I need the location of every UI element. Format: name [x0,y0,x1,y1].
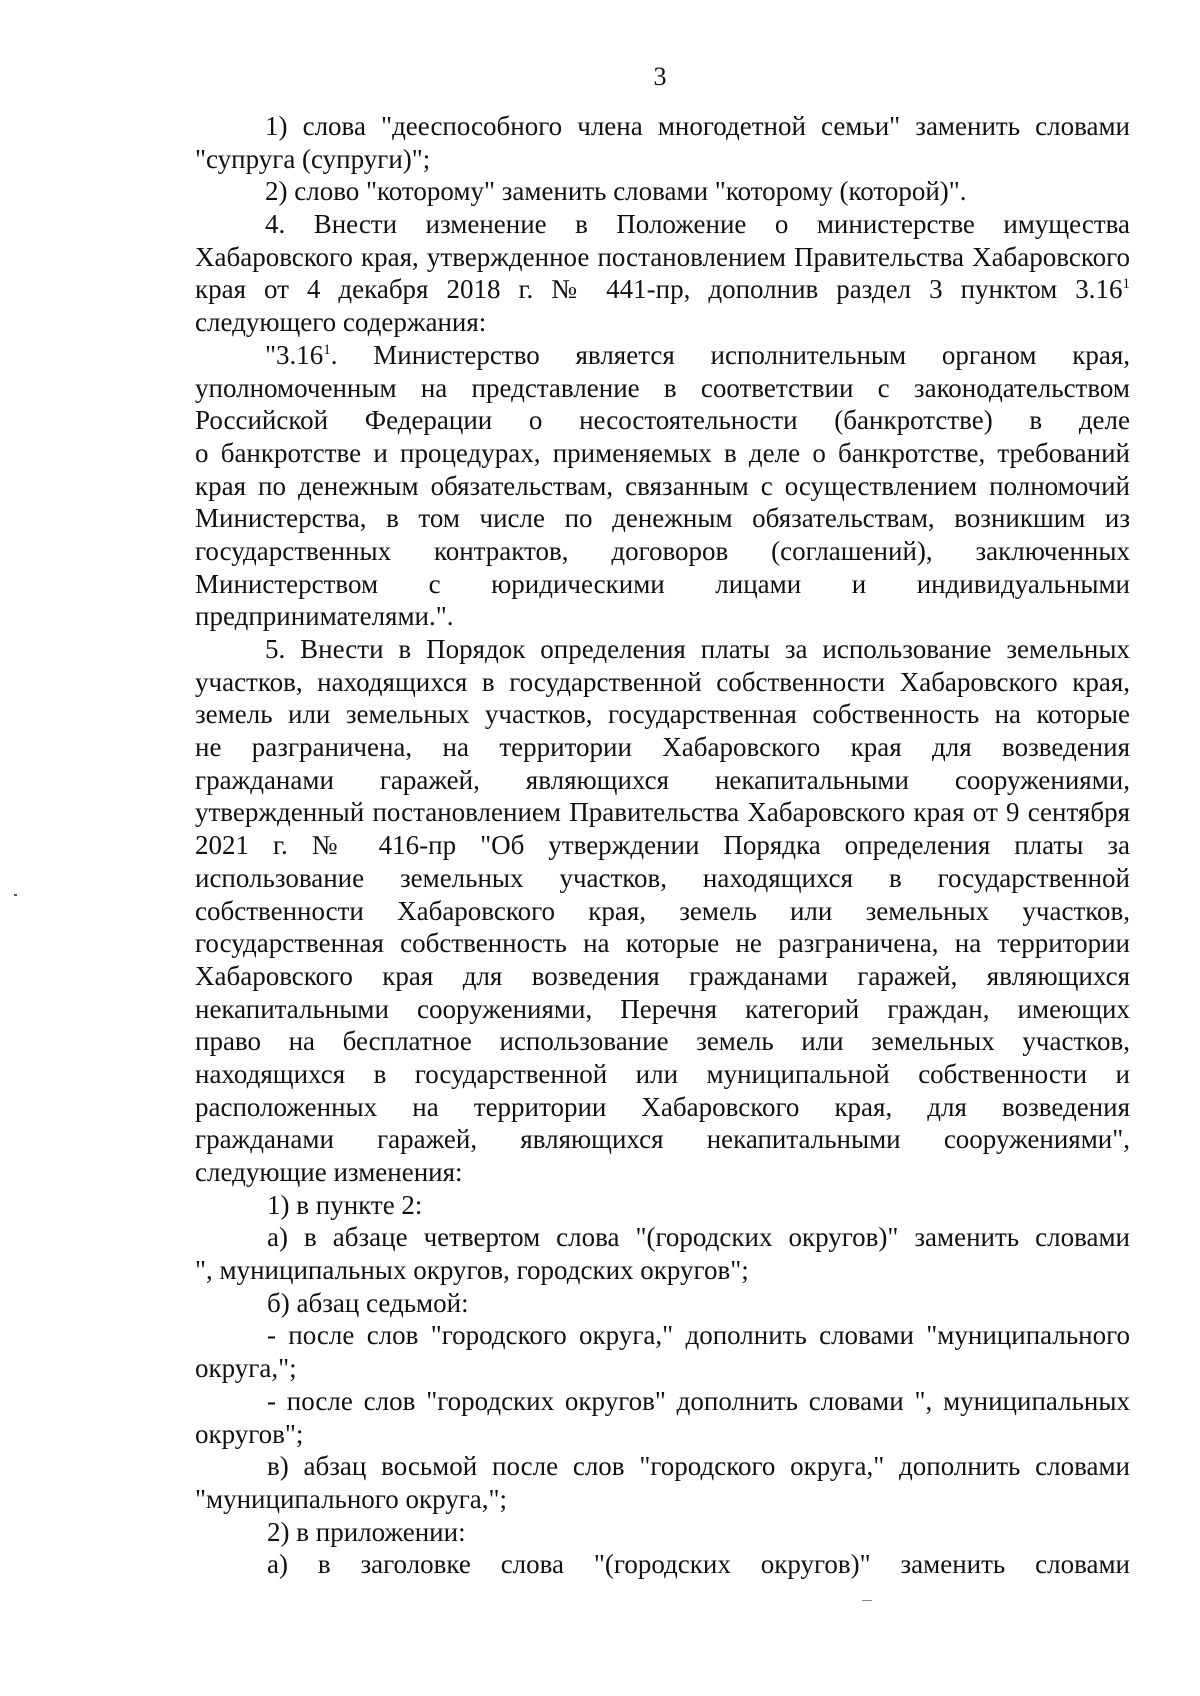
text-line: государственных контрактов, договоров (соглашений), заключенных [195,535,1130,566]
text-line: уполномоченным на представление в соответствии с законодательством [195,372,1130,403]
page-number: 3 [653,62,667,91]
text-line: следующие изменения: [195,1157,463,1187]
text-line: земель или земельных участков, государственная собственность на которые [195,699,1130,730]
text-line: о банкротстве и процедурах, применяемых в деле о банкротстве, требований [195,437,1130,468]
text-line: право на бесплатное использование земель или земельных участков, [195,1026,1130,1057]
text-line: Министерства, в том числе по денежным обязательствам, возникшим из [195,503,1130,534]
text-line: 2021 г. № 416-пр "Об утверждении Порядка определения платы за [195,830,1130,861]
text-line: гражданами гаражей, являющихся некапитальными сооружениями, [195,764,1130,795]
text-line: - после слов "городских округов" дополнить словами ", муниципальных [267,1385,1130,1416]
text-line: некапитальными сооружениями, Перечня категорий граждан, имеющих [195,993,1130,1024]
document-body [195,110,1130,1581]
superscript: 1 [1122,276,1130,293]
text-line: края по денежным обязательствам, связанным с осуществлением полномочий [195,470,1130,501]
text-line: округа,"; [195,1353,297,1384]
text-line: б) абзац седьмой: [267,1287,469,1318]
text-line: предпринимателями.". [195,601,454,632]
text-line: края от 4 декабря 2018 г. № 441-пр, дополнив раздел 3 пунктом 3.16$^1$ [195,274,1130,305]
text-line: а) в абзаце четвертом слова "(городских округов)" заменить словами [267,1222,1130,1253]
text-line: собственности Хабаровского края, земель или земельных участков, [195,895,1130,926]
text-line: гражданами гаражей, являющихся некапитальными сооружениями", [195,1124,1130,1155]
text-line: использование земельных участков, находящихся в государственной [195,862,1130,893]
text-line: ", муниципальных округов, городских округов"; [195,1255,749,1286]
text-line: 5. Внести в Порядок определения платы за использование земельных [265,634,1130,664]
superscript: 1 [323,341,331,358]
text-line: находящихся в государственной или муниципальной собственности и [195,1058,1130,1089]
scan-speck [14,894,17,896]
scan-speck [862,1600,872,1601]
text-line: 4. Внести изменение в Положение о министерстве имущества [265,209,1130,240]
text-line: государственная собственность на которые не разграничена, на территории [195,928,1130,959]
text-line: "3.16$^1$. Министерство является исполнительным органом края, [265,339,1130,370]
text-line: Хабаровского края, утвержденное постановлением Правительства Хабаровского [195,241,1130,272]
text-line: в) абзац восьмой после слов "городского округа," дополнить словами [267,1451,1130,1482]
text-line: округов"; [195,1418,304,1449]
text-line: "муниципального округа,"; [195,1483,508,1514]
text-line: Российской Федерации о несостоятельности (банкротстве) в деле [195,405,1130,436]
text-line: 2) слово "которому" заменить словами "которому (которой)". [265,176,967,207]
text-line: 1) в пункте 2: [267,1189,423,1220]
text-line: "супруга (супруги)"; [195,143,431,174]
text-line: 1) слова "дееспособного члена многодетной семьи" заменить словами [265,111,1130,141]
text-line: Министерством с юридическими лицами и индивидуальными [195,568,1130,599]
text-line: следующего содержания: [195,307,487,338]
text-line: - после слов "городского округа," дополнить словами "муниципального [267,1320,1130,1351]
text-line: расположенных на территории Хабаровского края, для возведения [195,1091,1130,1122]
text-line: утвержденный постановлением Правительства Хабаровского края от 9 сентября [195,797,1130,828]
text-line: а) в заголовке слова "(городских округов)" заменить словами [267,1549,1130,1580]
text-line: участков, находящихся в государственной собственности Хабаровского края, [195,666,1130,697]
text-line: 2) в приложении: [267,1516,466,1547]
text-line: Хабаровского края для возведения гражданами гаражей, являющихся [195,960,1130,991]
text-line: не разграничена, на территории Хабаровского края для возведения [195,732,1130,763]
